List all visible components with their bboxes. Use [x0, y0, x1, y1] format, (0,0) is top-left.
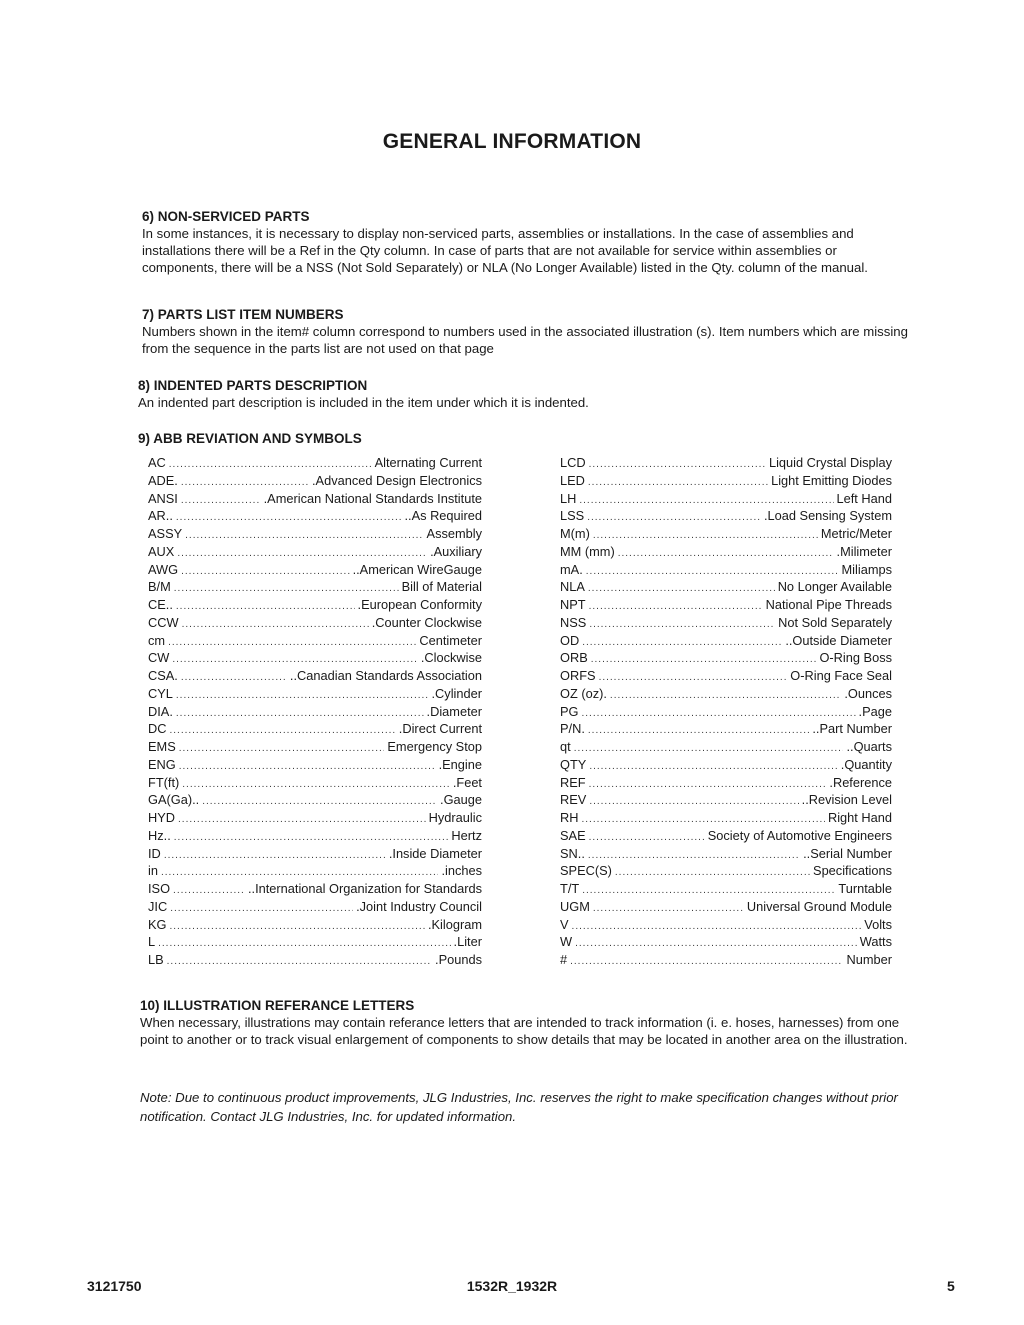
- abbreviation-meaning: .Engine: [438, 756, 482, 772]
- abbreviation-row: [148, 934, 482, 952]
- abbreviation-row: [148, 917, 482, 935]
- abbreviation-term: FT(ft): [148, 774, 180, 790]
- abbreviation-term: AR..: [148, 508, 173, 524]
- dot-leader: [615, 867, 810, 878]
- abbreviation-term: RH: [560, 810, 579, 825]
- abbreviation-row: [560, 544, 892, 562]
- dot-leader: [169, 725, 395, 736]
- section-heading: 7) PARTS LIST ITEM NUMBERS: [142, 307, 344, 322]
- abbreviation-term: JIC: [148, 898, 168, 914]
- abbreviation-meaning: .Liter: [453, 934, 482, 950]
- abbreviation-meaning: .Quantity: [840, 756, 892, 772]
- abbreviation-row: [148, 650, 482, 668]
- dot-leader: [174, 832, 449, 843]
- abbreviation-term: #: [560, 952, 568, 967]
- abbreviation-term: NPT: [560, 597, 586, 612]
- abbreviation-meaning: .European Conformity: [357, 597, 482, 612]
- abbreviation-row: [560, 775, 892, 793]
- section-parts-list-item-numbers: [142, 306, 932, 357]
- abbreviation-row: [148, 863, 482, 881]
- abbreviation-meaning: .Load Sensing System: [763, 508, 892, 524]
- abbreviation-term: AWG: [148, 561, 179, 577]
- abbreviation-row: [148, 775, 482, 793]
- section-body: Numbers shown in the item# column correspond to numbers used in the associated illustration (s). Item numbers which are missing from the sequence in the parts list are not used on that page: [142, 324, 908, 356]
- footer-page-number: 5: [947, 1278, 955, 1294]
- abbreviation-term: ORB: [560, 650, 588, 666]
- abbreviation-meaning: Volts: [864, 916, 892, 932]
- dot-leader: [185, 530, 423, 541]
- footer-document-number: 3121750: [87, 1278, 142, 1294]
- abbreviation-term: REV: [560, 792, 587, 808]
- abbreviation-meaning: ..Quarts: [846, 739, 892, 754]
- dot-leader: [167, 956, 432, 967]
- abbreviation-meaning: Society of Automotive Engineers: [707, 827, 892, 843]
- abbreviation-term: M(m): [560, 526, 590, 541]
- abbreviation-meaning: .Auxiliary: [430, 543, 482, 559]
- abbreviation-term: qt: [560, 739, 571, 754]
- abbreviation-term: cm: [148, 632, 166, 648]
- abbreviation-term: GA(Ga)..: [148, 792, 200, 808]
- abbreviation-meaning: ..As Required: [404, 508, 482, 524]
- dot-leader: [176, 690, 429, 701]
- abbreviation-row: [560, 668, 892, 686]
- abbreviation-term: PG: [560, 703, 579, 719]
- abbreviation-row: [560, 597, 892, 615]
- abbreviation-term: LED: [560, 472, 585, 488]
- abbreviation-row: [560, 721, 892, 739]
- dot-leader: [582, 708, 856, 719]
- dot-leader: [589, 796, 798, 807]
- abbreviation-meaning: .Diameter: [426, 703, 482, 719]
- abbreviation-meaning: Hydraulic: [428, 810, 482, 825]
- dot-leader: [589, 601, 763, 612]
- dot-leader: [172, 654, 418, 665]
- abbreviation-meaning: Specifications: [813, 863, 892, 879]
- dot-leader: [181, 495, 261, 506]
- abbreviation-meaning: Miliamps: [841, 561, 892, 577]
- abbreviation-term: T/T: [560, 881, 580, 896]
- abbreviation-meaning: Left Hand: [836, 490, 892, 506]
- abbreviation-meaning: ..Outside Diameter: [785, 632, 892, 648]
- abbreviation-row: [560, 508, 892, 526]
- dot-leader: [170, 903, 353, 914]
- abbreviation-row: [148, 792, 482, 810]
- dot-leader: [181, 566, 349, 577]
- dot-leader: [582, 885, 835, 896]
- abbreviation-meaning: ..Canadian Standards Association: [289, 668, 482, 683]
- abbreviation-row: [148, 597, 482, 615]
- abbreviation-row: [560, 491, 892, 509]
- abbreviation-meaning: .Milimeter: [836, 543, 892, 559]
- abbreviation-term: NLA: [560, 579, 585, 595]
- abbreviation-row: [148, 881, 482, 899]
- dot-leader: [589, 459, 766, 470]
- abbreviation-row: [148, 473, 482, 491]
- section-abbreviations: [138, 430, 908, 447]
- dot-leader: [582, 637, 782, 648]
- page-title: GENERAL INFORMATION: [382, 130, 642, 153]
- abbreviation-meaning: O-Ring Face Seal: [790, 668, 892, 683]
- abbreviation-meaning: National Pipe Threads: [765, 597, 892, 612]
- abbreviation-meaning: .inches: [441, 863, 482, 879]
- abbreviation-term: DC: [148, 721, 167, 737]
- section-heading: 10) ILLUSTRATION REFERANCE LETTERS: [140, 998, 415, 1013]
- abbreviation-meaning: Not Sold Separately: [778, 614, 892, 630]
- abbreviation-meaning: .Advanced Design Electronics: [311, 472, 482, 488]
- abbreviation-meaning: ..Part Number: [812, 721, 892, 737]
- abbreviation-row: [148, 686, 482, 704]
- abbreviation-term: ENG: [148, 756, 176, 772]
- abbreviation-meaning: .Clockwise: [420, 650, 482, 666]
- dot-leader: [588, 725, 809, 736]
- dot-leader: [589, 761, 837, 772]
- dot-leader: [161, 867, 438, 878]
- abbreviation-row: [148, 810, 482, 828]
- abbreviation-meaning: .Direct Current: [398, 721, 482, 737]
- abbreviation-row: [560, 633, 892, 651]
- abbreviation-meaning: .Inside Diameter: [388, 845, 482, 861]
- abbreviation-term: DIA.: [148, 703, 173, 719]
- dot-leader: [182, 779, 450, 790]
- abbreviation-row: [148, 491, 482, 509]
- section-indented-parts-description: [138, 377, 908, 411]
- dot-leader: [572, 921, 862, 932]
- dot-leader: [587, 512, 761, 523]
- section-heading: 8) INDENTED PARTS DESCRIPTION: [138, 378, 368, 393]
- abbreviation-row: [560, 455, 892, 473]
- dot-leader: [589, 619, 775, 630]
- abbreviation-term: LCD: [560, 455, 586, 470]
- abbreviation-row: [148, 526, 482, 544]
- abbreviation-meaning: Emergency Stop: [387, 739, 482, 754]
- abbreviation-meaning: .Counter Clockwise: [371, 614, 482, 630]
- abbreviation-row: [148, 668, 482, 686]
- abbreviation-row: [560, 952, 892, 970]
- abbreviation-row: [560, 899, 892, 917]
- abbreviation-term: SN..: [560, 845, 585, 861]
- abbreviation-term: W: [560, 934, 573, 950]
- abbreviation-row: [148, 579, 482, 597]
- abbreviation-row: [148, 562, 482, 580]
- abbreviation-term: CW: [148, 650, 170, 666]
- abbreviation-row: [148, 615, 482, 633]
- dot-leader: [179, 761, 436, 772]
- abbreviation-meaning: .Page: [858, 703, 892, 719]
- abbreviation-term: KG: [148, 916, 167, 932]
- abbreviation-row: [560, 863, 892, 881]
- abbreviation-term: ORFS: [560, 668, 596, 683]
- dot-leader: [593, 530, 818, 541]
- dot-leader: [174, 583, 399, 594]
- footer-model: 1532R_1932R: [466, 1278, 558, 1294]
- abbreviation-term: ISO: [148, 881, 171, 896]
- abbreviation-meaning: Turntable: [838, 881, 892, 896]
- abbreviation-row: [560, 828, 892, 846]
- abbreviation-term: V: [560, 916, 569, 932]
- abbreviation-meaning: Assembly: [426, 526, 482, 541]
- dot-leader: [588, 477, 768, 488]
- dot-leader: [176, 512, 402, 523]
- abbreviation-term: L: [148, 934, 156, 950]
- abbreviation-term: AUX: [148, 543, 175, 559]
- abbreviation-term: LSS: [560, 508, 585, 524]
- abbreviation-meaning: .Cylinder: [431, 685, 482, 701]
- section-body: In some instances, it is necessary to display non-serviced parts, assemblies or installations. In the case of assemblies and installations there will be a Ref in the Qty column. In case of parts that are not available for service within assemblies or components, there will be a NSS (Not Sold Separately) or NLA (No Longer Available) listed in the Qty. column of the manual.: [142, 226, 868, 275]
- abbreviation-term: HYD: [148, 810, 176, 825]
- abbreviation-meaning: .Pounds: [435, 952, 482, 967]
- abbreviation-row: [560, 757, 892, 775]
- dot-leader: [202, 796, 437, 807]
- abbreviation-row: [560, 792, 892, 810]
- dot-leader: [591, 654, 817, 665]
- abbreviation-row: [560, 739, 892, 757]
- abbreviation-meaning: .Gauge: [440, 792, 482, 808]
- abbreviation-row: [560, 686, 892, 704]
- abbreviation-row: [560, 881, 892, 899]
- dot-leader: [588, 583, 775, 594]
- dot-leader: [589, 779, 827, 790]
- abbreviation-term: SPEC(S): [560, 863, 612, 879]
- abbreviation-meaning: .Reference: [829, 774, 892, 790]
- abbreviation-row: [148, 544, 482, 562]
- abbreviation-term: LH: [560, 490, 577, 506]
- dot-leader: [181, 477, 309, 488]
- abbreviation-row: [148, 633, 482, 651]
- section-body: When necessary, illustrations may contain referance letters that are intended to track information (i. e. hoses, harnesses) from one point to another or to track visual enlargement of components to show details that may be located in another area on the illustration.: [140, 1015, 908, 1047]
- abbreviation-row: [560, 579, 892, 597]
- abbreviation-list-left: [148, 455, 482, 970]
- abbreviation-term: CE..: [148, 597, 173, 612]
- abbreviation-term: REF: [560, 774, 586, 790]
- abbreviation-meaning: Hertz: [451, 827, 482, 843]
- dot-leader: [164, 850, 386, 861]
- note: Note: Due to continuous product improvements, JLG Industries, Inc. reserves the right to make specification changes without prior notification. Contact JLG Industries, Inc. for updated information.: [140, 1090, 898, 1124]
- abbreviation-term: SAE: [560, 827, 586, 843]
- section-heading: 6) NON-SERVICED PARTS: [142, 209, 310, 224]
- dot-leader: [570, 956, 843, 967]
- abbreviation-term: B/M: [148, 579, 171, 595]
- abbreviation-row: [148, 455, 482, 473]
- dot-leader: [589, 832, 705, 843]
- abbreviation-term: CSA.: [148, 668, 178, 683]
- dot-leader: [158, 938, 450, 949]
- abbreviation-meaning: ..American WireGauge: [352, 561, 482, 577]
- abbreviation-meaning: Light Emitting Diodes: [771, 472, 892, 488]
- dot-leader: [176, 601, 355, 612]
- abbreviation-row: [148, 757, 482, 775]
- abbreviation-row: [148, 899, 482, 917]
- abbreviation-term: EMS: [148, 739, 176, 754]
- abbreviation-term: CCW: [148, 614, 179, 630]
- dot-leader: [181, 672, 287, 683]
- abbreviation-meaning: Number: [846, 952, 892, 967]
- abbreviation-term: OZ (oz).: [560, 685, 607, 701]
- abbreviation-term: in: [148, 863, 158, 879]
- abbreviation-term: MM (mm): [560, 543, 615, 559]
- dot-leader: [575, 938, 857, 949]
- dot-leader: [610, 690, 841, 701]
- abbreviation-row: [560, 704, 892, 722]
- abbreviation-row: [560, 917, 892, 935]
- section-illustration-reference-letters: [140, 997, 910, 1048]
- abbreviation-row: [560, 650, 892, 668]
- abbreviation-meaning: ..International Organization for Standards: [247, 881, 482, 896]
- abbreviation-term: ID: [148, 845, 161, 861]
- dot-leader: [586, 566, 839, 577]
- dot-leader: [574, 743, 844, 754]
- abbreviation-row: [560, 934, 892, 952]
- abbreviation-row: [560, 810, 892, 828]
- abbreviation-term: P/N.: [560, 721, 585, 737]
- abbreviation-meaning: No Longer Available: [777, 579, 892, 595]
- abbreviation-term: Hz..: [148, 827, 171, 843]
- dot-leader: [173, 885, 245, 896]
- abbreviation-row: [148, 721, 482, 739]
- abbreviation-row: [560, 615, 892, 633]
- dot-leader: [581, 814, 824, 825]
- abbreviation-row: [148, 846, 482, 864]
- abbreviation-row: [148, 508, 482, 526]
- abbreviation-meaning: Bill of Material: [401, 579, 482, 595]
- section-non-serviced-parts: [142, 208, 912, 276]
- dot-leader: [593, 903, 744, 914]
- abbreviation-term: OD: [560, 632, 580, 648]
- abbreviation-row: [148, 739, 482, 757]
- dot-leader: [618, 548, 834, 559]
- abbreviation-row: [560, 473, 892, 491]
- abbreviation-meaning: ..Revision Level: [801, 792, 892, 808]
- abbreviation-meaning: .Kilogram: [427, 916, 482, 932]
- abbreviation-term: CYL: [148, 685, 173, 701]
- dot-leader: [182, 619, 369, 630]
- abbreviation-meaning: .Feet: [452, 774, 482, 790]
- dot-leader: [178, 814, 426, 825]
- abbreviation-term: ADE.: [148, 472, 178, 488]
- abbreviation-meaning: .American National Standards Institute: [263, 490, 482, 506]
- dot-leader: [579, 495, 833, 506]
- section-body: An indented part description is included in the item under which it is indented.: [138, 395, 589, 410]
- abbreviation-meaning: .Joint Industry Council: [356, 898, 482, 914]
- dot-leader: [179, 743, 385, 754]
- dot-leader: [588, 850, 800, 861]
- abbreviation-term: UGM: [560, 898, 590, 914]
- abbreviation-meaning: Universal Ground Module: [746, 898, 892, 914]
- abbreviation-term: ASSY: [148, 526, 183, 541]
- dot-leader: [169, 459, 372, 470]
- abbreviation-meaning: .Ounces: [844, 685, 892, 701]
- abbreviation-meaning: Right Hand: [827, 810, 892, 825]
- abbreviation-row: [148, 828, 482, 846]
- abbreviation-meaning: Centimeter: [419, 632, 482, 648]
- abbreviation-term: NSS: [560, 614, 587, 630]
- dot-leader: [170, 921, 425, 932]
- dot-leader: [177, 548, 427, 559]
- section-heading: 9) ABB REVIATION AND SYMBOLS: [138, 431, 362, 446]
- abbreviation-term: AC: [148, 455, 166, 470]
- abbreviation-row: [560, 562, 892, 580]
- abbreviation-row: [560, 526, 892, 544]
- abbreviation-term: ANSI: [148, 490, 178, 506]
- dot-leader: [168, 637, 416, 648]
- abbreviation-meaning: Alternating Current: [374, 455, 482, 470]
- abbreviation-meaning: Watts: [859, 934, 892, 950]
- abbreviation-list-right: [560, 455, 892, 970]
- abbreviation-row: [560, 846, 892, 864]
- abbreviation-term: mA.: [560, 561, 583, 577]
- abbreviation-row: [148, 704, 482, 722]
- abbreviation-row: [148, 952, 482, 970]
- abbreviation-term: LB: [148, 952, 164, 967]
- dot-leader: [599, 672, 788, 683]
- abbreviation-meaning: Metric/Meter: [820, 526, 892, 541]
- dot-leader: [176, 708, 424, 719]
- abbreviation-meaning: Liquid Crystal Display: [768, 455, 892, 470]
- abbreviation-meaning: ..Serial Number: [803, 845, 892, 861]
- abbreviation-term: QTY: [560, 756, 587, 772]
- abbreviation-meaning: O-Ring Boss: [819, 650, 892, 666]
